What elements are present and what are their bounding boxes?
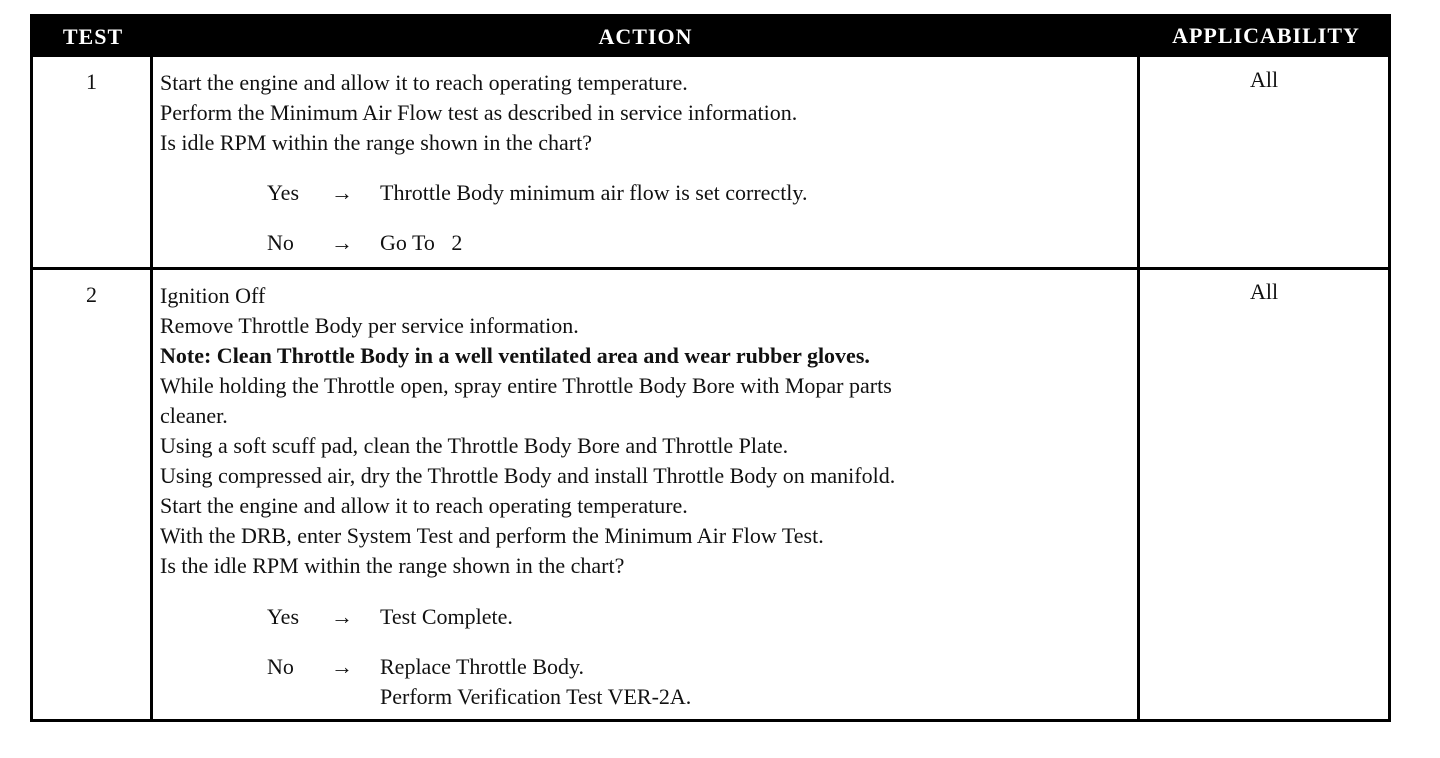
action-line: Perform the Minimum Air Flow test as described in service information. [160,100,798,125]
no-result-line-2: Perform Verification Test VER-2A. [380,684,692,709]
column-divider [1137,57,1140,719]
action-line: Start the engine and allow it to reach operating temperature. [160,70,688,95]
row-divider [33,267,1388,270]
action-line: Using compressed air, dry the Throttle Body and install Throttle Body on manifold. [160,463,896,488]
no-label: No [267,654,294,679]
no-label: No [267,230,294,255]
header-test: TEST [62,24,124,49]
action-line: Ignition Off [160,283,266,308]
action-text [160,281,1135,581]
test-number: 1 [86,69,97,94]
column-divider [150,57,153,719]
diagnostic-table [30,14,1391,722]
header-applicability: APPLICABILITY [1172,23,1360,48]
arrow-icon: → [331,180,353,205]
applicability-value: All [1249,67,1279,92]
test-number: 2 [86,282,97,307]
arrow-icon: → [331,654,353,679]
action-line: Start the engine and allow it to reach operating temperature. [160,493,688,518]
action-line: Using a soft scuff pad, clean the Throttle Body Bore and Throttle Plate. [160,433,789,458]
arrow-icon: → [331,604,353,629]
note-line: Note: Clean Throttle Body in a well ventilated area and wear rubber gloves. [160,343,870,368]
yes-result: Test Complete. [380,604,513,629]
yes-result: Throttle Body minimum air flow is set correctly. [380,180,808,205]
arrow-icon: → [331,230,353,255]
action-line: While holding the Throttle open, spray entire Throttle Body Bore with Mopar parts [160,373,892,398]
action-line: Is the idle RPM within the range shown in the chart? [160,553,625,578]
action-line: With the DRB, enter System Test and perform the Minimum Air Flow Test. [160,523,824,548]
applicability-value: All [1249,279,1279,304]
yes-label: Yes [267,604,300,629]
yes-label: Yes [267,180,300,205]
action-text [160,68,1135,158]
no-result: Replace Throttle Body. [380,654,585,679]
header-action: ACTION [598,24,693,49]
table-header [33,17,1388,57]
no-result: Go To 2 [380,230,463,255]
action-line: cleaner. [160,403,228,428]
action-line: Is idle RPM within the range shown in the chart? [160,130,592,155]
action-line: Remove Throttle Body per service information. [160,313,579,338]
